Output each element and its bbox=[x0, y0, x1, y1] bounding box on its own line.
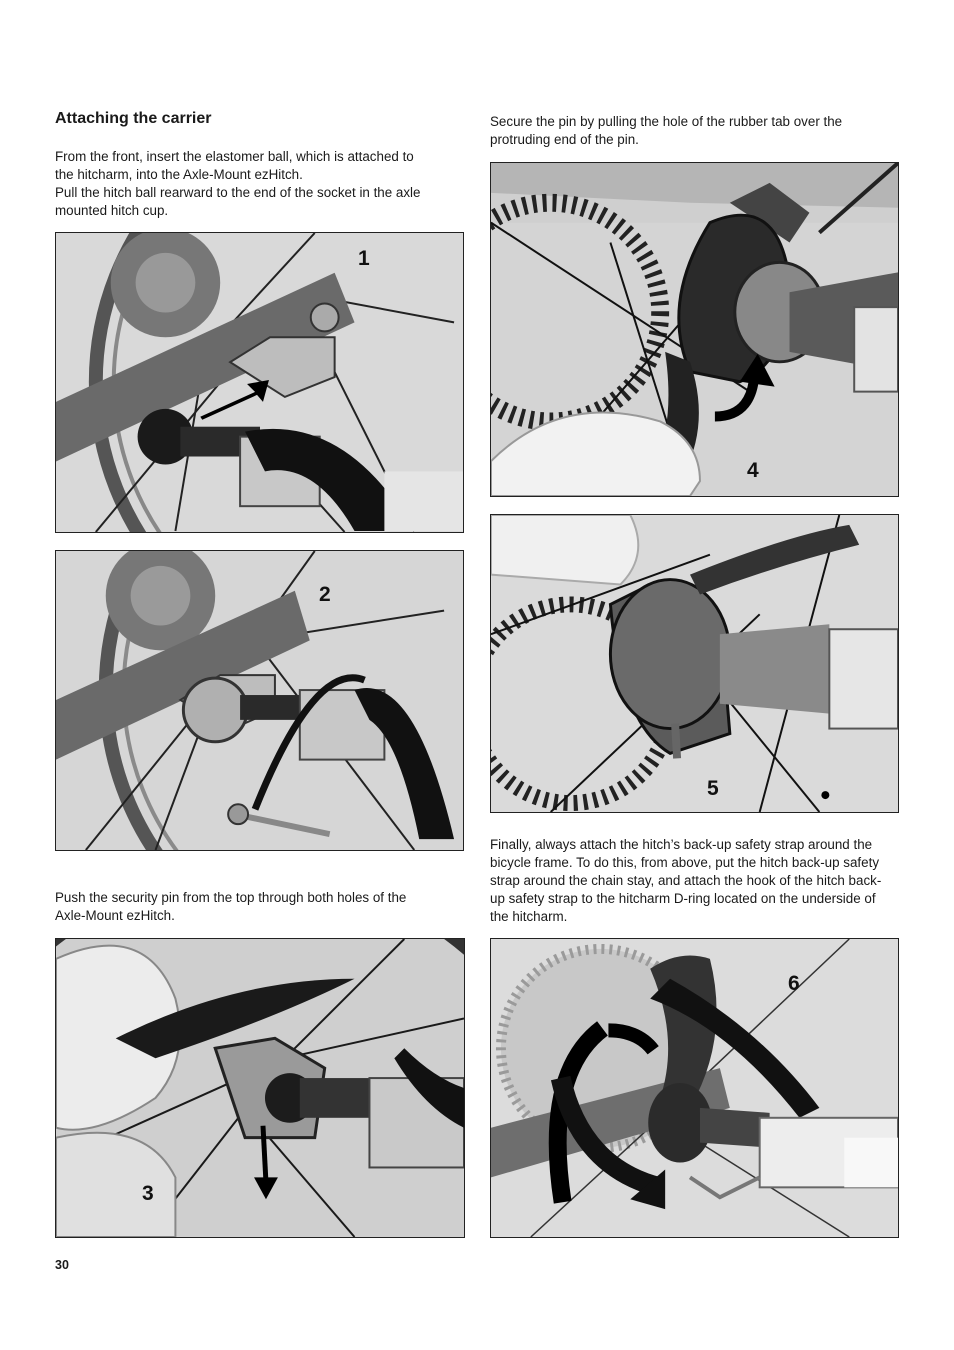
photo-step-5 bbox=[490, 514, 899, 813]
final-line: Finally, always attach the hitch’s back-up safety strap around the bbox=[490, 837, 873, 852]
step-number: 5 bbox=[707, 777, 719, 800]
secure-line: protruding end of the pin. bbox=[490, 132, 639, 147]
photo-step-4 bbox=[490, 162, 899, 497]
intro-line: From the front, insert the elastomer ball, which is attached to bbox=[55, 149, 414, 164]
secure-line: Secure the pin by pulling the hole of the rubber tab over the bbox=[490, 114, 843, 129]
section-heading: Attaching the carrier bbox=[55, 110, 212, 127]
final-line: the hitcharm. bbox=[490, 909, 568, 924]
intro-line: mounted hitch cup. bbox=[55, 203, 169, 218]
final-line: strap around the chain stay, and attach the hook of the hitch back- bbox=[490, 873, 882, 888]
final-line: up safety strap to the hitcharm D-ring located on the underside of bbox=[490, 891, 876, 906]
photo-step-3 bbox=[55, 938, 465, 1238]
intro-line: the hitcharm, into the Axle-Mount ezHitch. bbox=[55, 167, 303, 182]
final-paragraph bbox=[490, 836, 900, 926]
intro-paragraph bbox=[55, 148, 465, 220]
photo-step-1 bbox=[55, 232, 464, 533]
step-number: 1 bbox=[358, 247, 370, 270]
step-number: 2 bbox=[319, 583, 331, 606]
step-number: 6 bbox=[788, 972, 800, 995]
push-paragraph bbox=[55, 889, 465, 925]
photo-step-6 bbox=[490, 938, 899, 1238]
page-number: 30 bbox=[55, 1258, 69, 1272]
push-line: Axle-Mount ezHitch. bbox=[55, 908, 175, 923]
step-number: 3 bbox=[142, 1182, 154, 1205]
photo-step-2 bbox=[55, 550, 464, 851]
step-number: 4 bbox=[747, 459, 759, 482]
push-line: Push the security pin from the top through both holes of the bbox=[55, 890, 407, 905]
final-line: bicycle frame. To do this, from above, put the hitch back-up safety bbox=[490, 855, 880, 870]
intro-line: Pull the hitch ball rearward to the end of the socket in the axle bbox=[55, 185, 421, 200]
secure-paragraph bbox=[490, 113, 900, 149]
